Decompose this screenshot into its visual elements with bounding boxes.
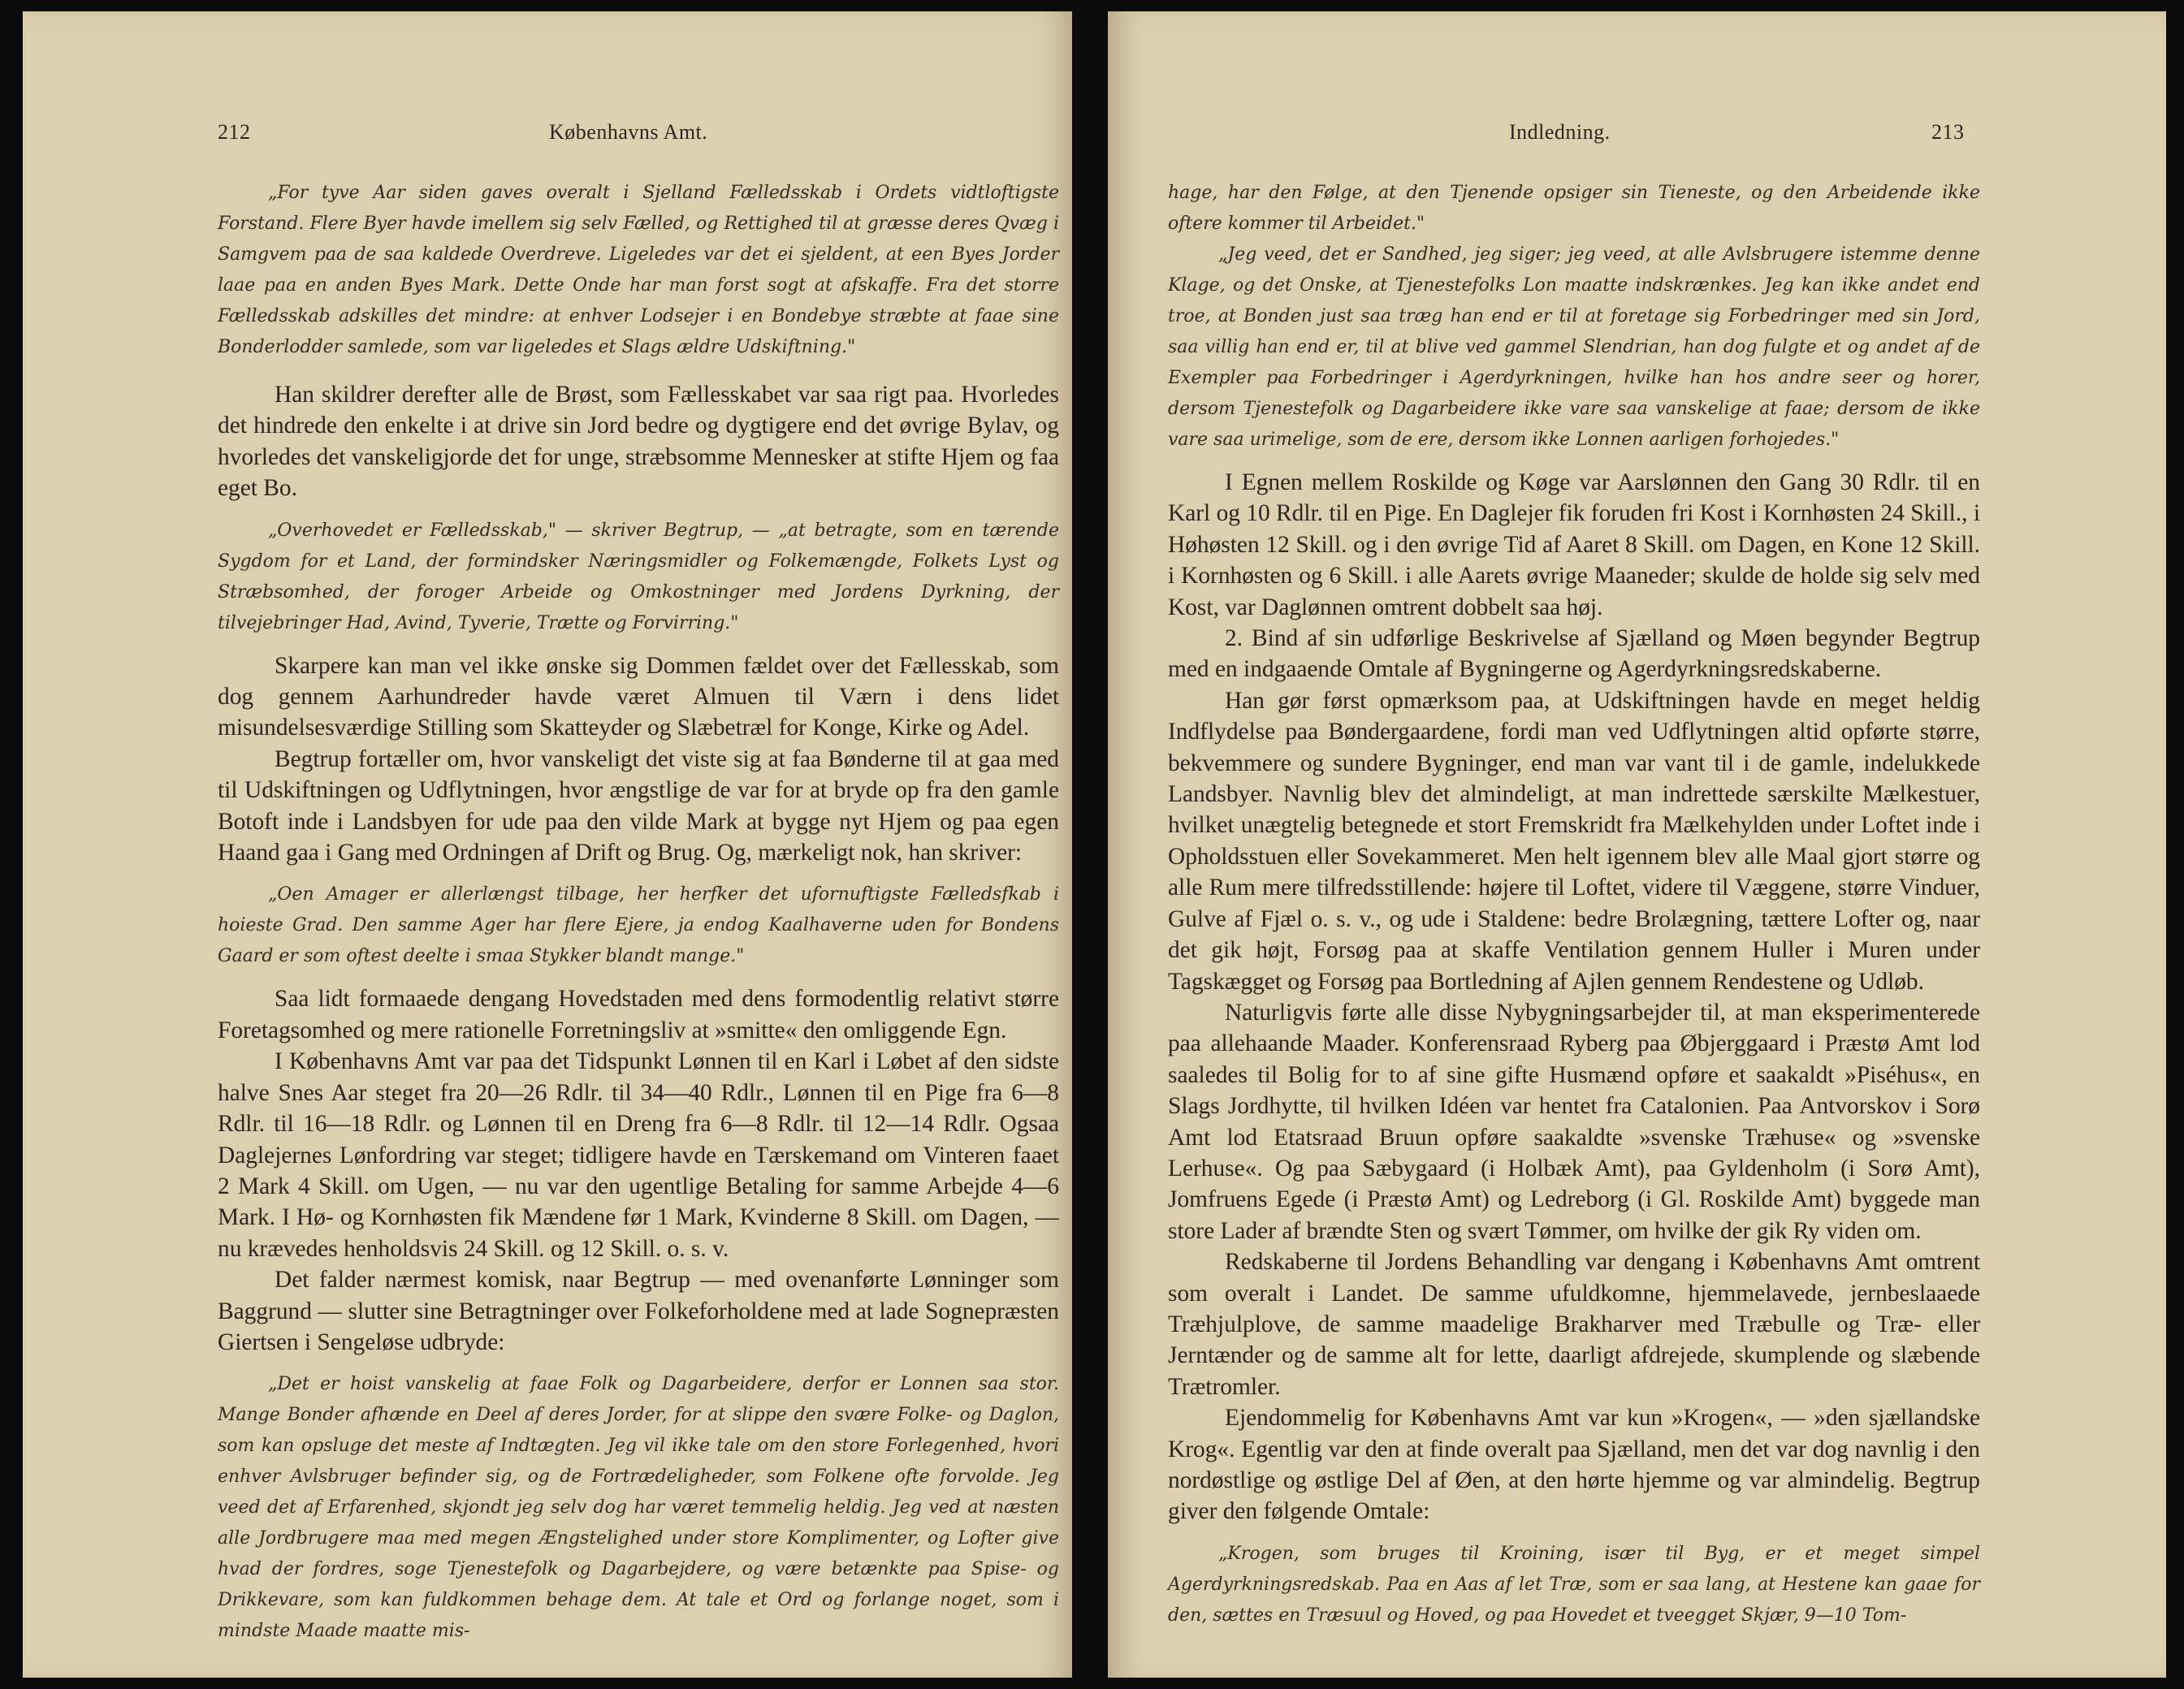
paragraph: Skarpere kan man vel ikke ønske sig Dommen fældet over det Fællesskab, som dog gennem Aarhundreder havde været Almuen til Værn i dens lidet misundelsesværdige Stilling som Skatteyder og Slæbetræl for Konge, Kirke og Adel. [218, 652, 1059, 741]
running-title: Indledning. [1509, 120, 1611, 144]
quote-block: „For tyve Aar siden gaves overalt i Sjelland Fælledsskab i Ordets vidtloftigste Forstand. Flere Byer havde imellem sig selv Fælled, og Rettighed til at græsse deres Qvæg i Samgvem paa de saa kaldede Overdreve. Ligeledes var det ei sjeldent, at een Byes Jorder laae paa en anden Byes Mark. Dette Onde har man forst sogt at afskaffe. Fra det storre Fælledsskab adskilles det mindre: at enhver Lodsejer i en Bondebye stræbte at faae sine Bonderlodder samlede, som var ligeledes et Slags ældre Udskiftning." [218, 183, 1059, 357]
quote-block: „Krogen, som bruges til Kroining, især til Byg, er et meget simpel Agerdyrkningsredskab. Paa en Aas af let Træ, som er saa lang, at Hestene kan gaae for den, sættes en Træsuul og Hoved, og paa Hovedet et tveegget Skjær, 9—10 Tom- [1168, 1543, 1980, 1626]
paragraph: Saa lidt formaaede dengang Hovedstaden med dens formodentlig relativt større Foretagsomhed og mere rationelle Forretningsliv at »smitte« den omliggende Egn. [218, 986, 1059, 1043]
paragraph: Naturligvis førte alle disse Nybygningsarbejder til, at man eksperimenterede paa allehaande Maader. Konferensraad Ryberg paa Øbjerggaard i Præstø Amt lod saaledes til Bolig for to af sine gifte Husmænd opføre et saakaldt »Piséhus«, en Slags Jordhytte, til hvilken Idéen var hentet fra Catalonien. Paa Antvorskov i Sorø Amt lod Etatsraad Bruun opføre saakaldte »svenske Træhuse« og »svenske Lerhuse«. Og paa Sæbygaard (i Holbæk Amt), paa Gyldenholm (i Sorø Amt), Jomfruens Egede (i Præstø Amt) og Ledreborg (i Gl. Roskilde Amt) byggede man store Lader af brændte Sten og svært Tømmer, om hvilke der gik Ry viden om. [1168, 999, 1980, 1244]
running-title: Københavns Amt. [549, 120, 708, 144]
page-number: 212 [218, 120, 251, 144]
paragraph: I Københavns Amt var paa det Tidspunkt Lønnen til en Karl i Løbet af den sidste halve Snes Aar steget fra 20—26 Rdlr. til 34—40 Rdlr., Lønnen til en Pige fra 6—8 Rdlr. til 16—18 Rdlr. og Lønnen til en Dreng fra 6—8 Rdlr. til 12—14 Rdlr. Ogsaa Daglejernes Lønfordring var steget; tidligere havde en Tærskemand om Vinteren faaet 2 Mark 4 Skill. om Ugen, — nu var den ugentlige Betaling for samme Arbejde 4—6 Mark. I Hø- og Kornhøsten fik Mændene før 1 Mark, Kvinderne 8 Skill. om Dagen, — nu krævedes henholdsvis 24 Skill. og 12 Skill. o. s. v. [218, 1048, 1059, 1262]
page-body [1168, 178, 1980, 1631]
quote-continuation: hage, har den Følge, at den Tjenende opsiger sin Tieneste, og den Arbeidende ikke oftere kommer til Arbeidet." [1168, 183, 1980, 234]
paragraph: Begtrup fortæller om, hvor vanskeligt det viste sig at faa Bønderne til at gaa med til Udskiftningen og Udflytningen, hvor ængstlige de var for at bryde op fra den gamle Botoft inde i Landsbyen for ude paa den vilde Mark at bygge nyt Hjem og paa egen Haand gaa i Gang med Ordningen af Drift og Brug. Og, mærkeligt nok, han skriver: [218, 745, 1059, 866]
right-page [1108, 11, 2166, 1678]
paragraph: Ejendommelig for Københavns Amt var kun »Krogen«, — »den sjællandske Krog«. Egentlig var den at finde overalt paa Sjælland, men det var dog navnlig i den nordøstlige og østlige Del af Øen, at den hørte hjemme og var almindelig. Begtrup giver den følgende Omtale: [1168, 1405, 1980, 1525]
page-number: 213 [1931, 120, 1965, 144]
quote-block: „Det er hoist vanskelig at faae Folk og Dagarbeidere, derfor er Lonnen saa stor. Mange Bonder afhænde en Deel af deres Jorder, for at slippe den svære Folke- og Daglon, som kan opsluge det meste af Indtægten. Jeg vil ikke tale om den store Forlegenhed, hvori enhver Avlsbruger befinder sig, og de Fortrædeligheder, som Folkene ofte forvolde. Jeg veed det af Erfarenhed, skjondt jeg selv dog har været temmelig heldig. Jeg ved at næsten alle Jordbrugere maa med megen Ængstelighed under store Komplimenter, og Lofter give hvad der fordres, soge Tjenestefolk og Dagarbejdere, og være betænkte paa Spise- og Drikkevare, som kan fuldkommen behage dem. At tale et Ord og forlange noget, som i mindste Maade maatte mis- [218, 1374, 1059, 1642]
quote-block: „Oen Amager er allerlængst tilbage, her herfker det ufornuftigste Fælledsfkab i hoieste Grad. Den samme Ager har flere Ejere, ja endog Kaalhaverne uden for Bondens Gaard er som oftest deelte i smaa Stykker blandt mange." [218, 884, 1059, 967]
page-body [218, 178, 1059, 1647]
left-page [23, 11, 1072, 1678]
paragraph: Det falder nærmest komisk, naar Begtrup — med ovenanførte Lønninger som Baggrund — slutter sine Betragtninger over Folkeforholdene med at lade Sognepræsten Giertsen i Sengeløse udbryde: [218, 1267, 1059, 1355]
paragraph: I Egnen mellem Roskilde og Køge var Aarslønnen den Gang 30 Rdlr. til en Karl og 10 Rdlr. til en Pige. En Daglejer fik foruden fri Kost i Kornhøsten 24 Skill., i Høhøsten 12 Skill. og i den øvrige Tid af Aaret 8 Skill. om Dagen, en Kone 12 Skill. i Kornhøsten og 6 Skill. i alle Aarets øvrige Maaneder; skulde de holde sig selv med Kost, var Daglønnen omtrent dobbelt saa høj. [1168, 469, 1980, 620]
paragraph: Redskaberne til Jordens Behandling var dengang i Københavns Amt omtrent som overalt i Landet. De samme ufuldkomne, hjemmelavede, jernbeslaaede Træhjulplove, de samme maadelige Brakharver med Træbulle og Træ- eller Jerntænder og de samme alt for lette, daarligt afdrejede, skumplende og slæbende Trætromler. [1168, 1249, 1980, 1400]
paragraph: Han skildrer derefter alle de Brøst, som Fællesskabet var saa rigt paa. Hvorledes det hindrede den enkelte i at drive sin Jord bedre og dygtigere end det øvrige Bylav, og hvorledes det vanskeligjorde det for unge, stræbsomme Mennesker at stifte Hjem og faa eget Bo. [218, 382, 1059, 502]
paragraph: Han gør først opmærksom paa, at Udskiftningen havde en meget heldig Indflydelse paa Bøndergaardene, fordi man ved Udflytningen altid opførte større, bekvemmere og sundere Bygninger, end man var vant til i de gamle, indelukkede Landsbyer. Navnlig blev det almindeligt, at man indrettede særskilte Mælkestuer, hvilket unægtelig betegnede et stort Fremskridt fra Mælkehylden under Loftet inde i Opholdsstuen eller Sovekammeret. Men helt igennem blev alle Maal gjort større og alle Rum mere tilfredsstillende: højere til Loftet, videre til Væggene, større Vinduer, Gulve af Fjæl o. s. v., og ude i Staldene: bedre Brolægning, tættere Lofter og, naar det gik højt, Forsøg paa at skaffe Ventilation gennem Huller i Muren under Tagskægget og Forsøg paa Bortledning af Ajlen gennem Rendestene og Udløb. [1168, 687, 1980, 995]
paragraph: 2. Bind af sin udførlige Beskrivelse af Sjælland og Møen begynder Begtrup med en indgaaende Omtale af Bygningerne og Agerdyrkningsredskaberne. [1168, 625, 1980, 683]
quote-block: „Overhovedet er Fælledsskab," — skriver Begtrup, — „at betragte, som en tærende Sygdom for et Land, der formindsker Næringsmidler og Folkemængde, Folkets Lyst og Stræbsomhed, der foroger Arbeide og Omkostninger med Jordens Dyrkning, der tilvejebringer Had, Avind, Tyverie, Trætte og Forvirring." [218, 520, 1059, 633]
quote-block: „Jeg veed, det er Sandhed, jeg siger; jeg veed, at alle Avlsbrugere istemme denne Klage, og det Onske, at Tjenestefolks Lon maatte indskrænkes. Jeg kan ikke andet end troe, at Bonden just saa træg han end er til at foretage sig Forbedringer med sin Jord, saa villig han end er, til at blive ved gammel Slendrian, han dog fulgte et og andet af de Exempler paa Forbedringer i Agerdyrkningen, hvilke han hos andre seer og horer, dersom Tjenestefolk og Dagarbeidere ikke vare saa vanskelige at faae; dersom de ikke vare saa urimelige, som de ere, dersom ikke Lonnen aarligen forhojedes." [1168, 244, 1980, 450]
